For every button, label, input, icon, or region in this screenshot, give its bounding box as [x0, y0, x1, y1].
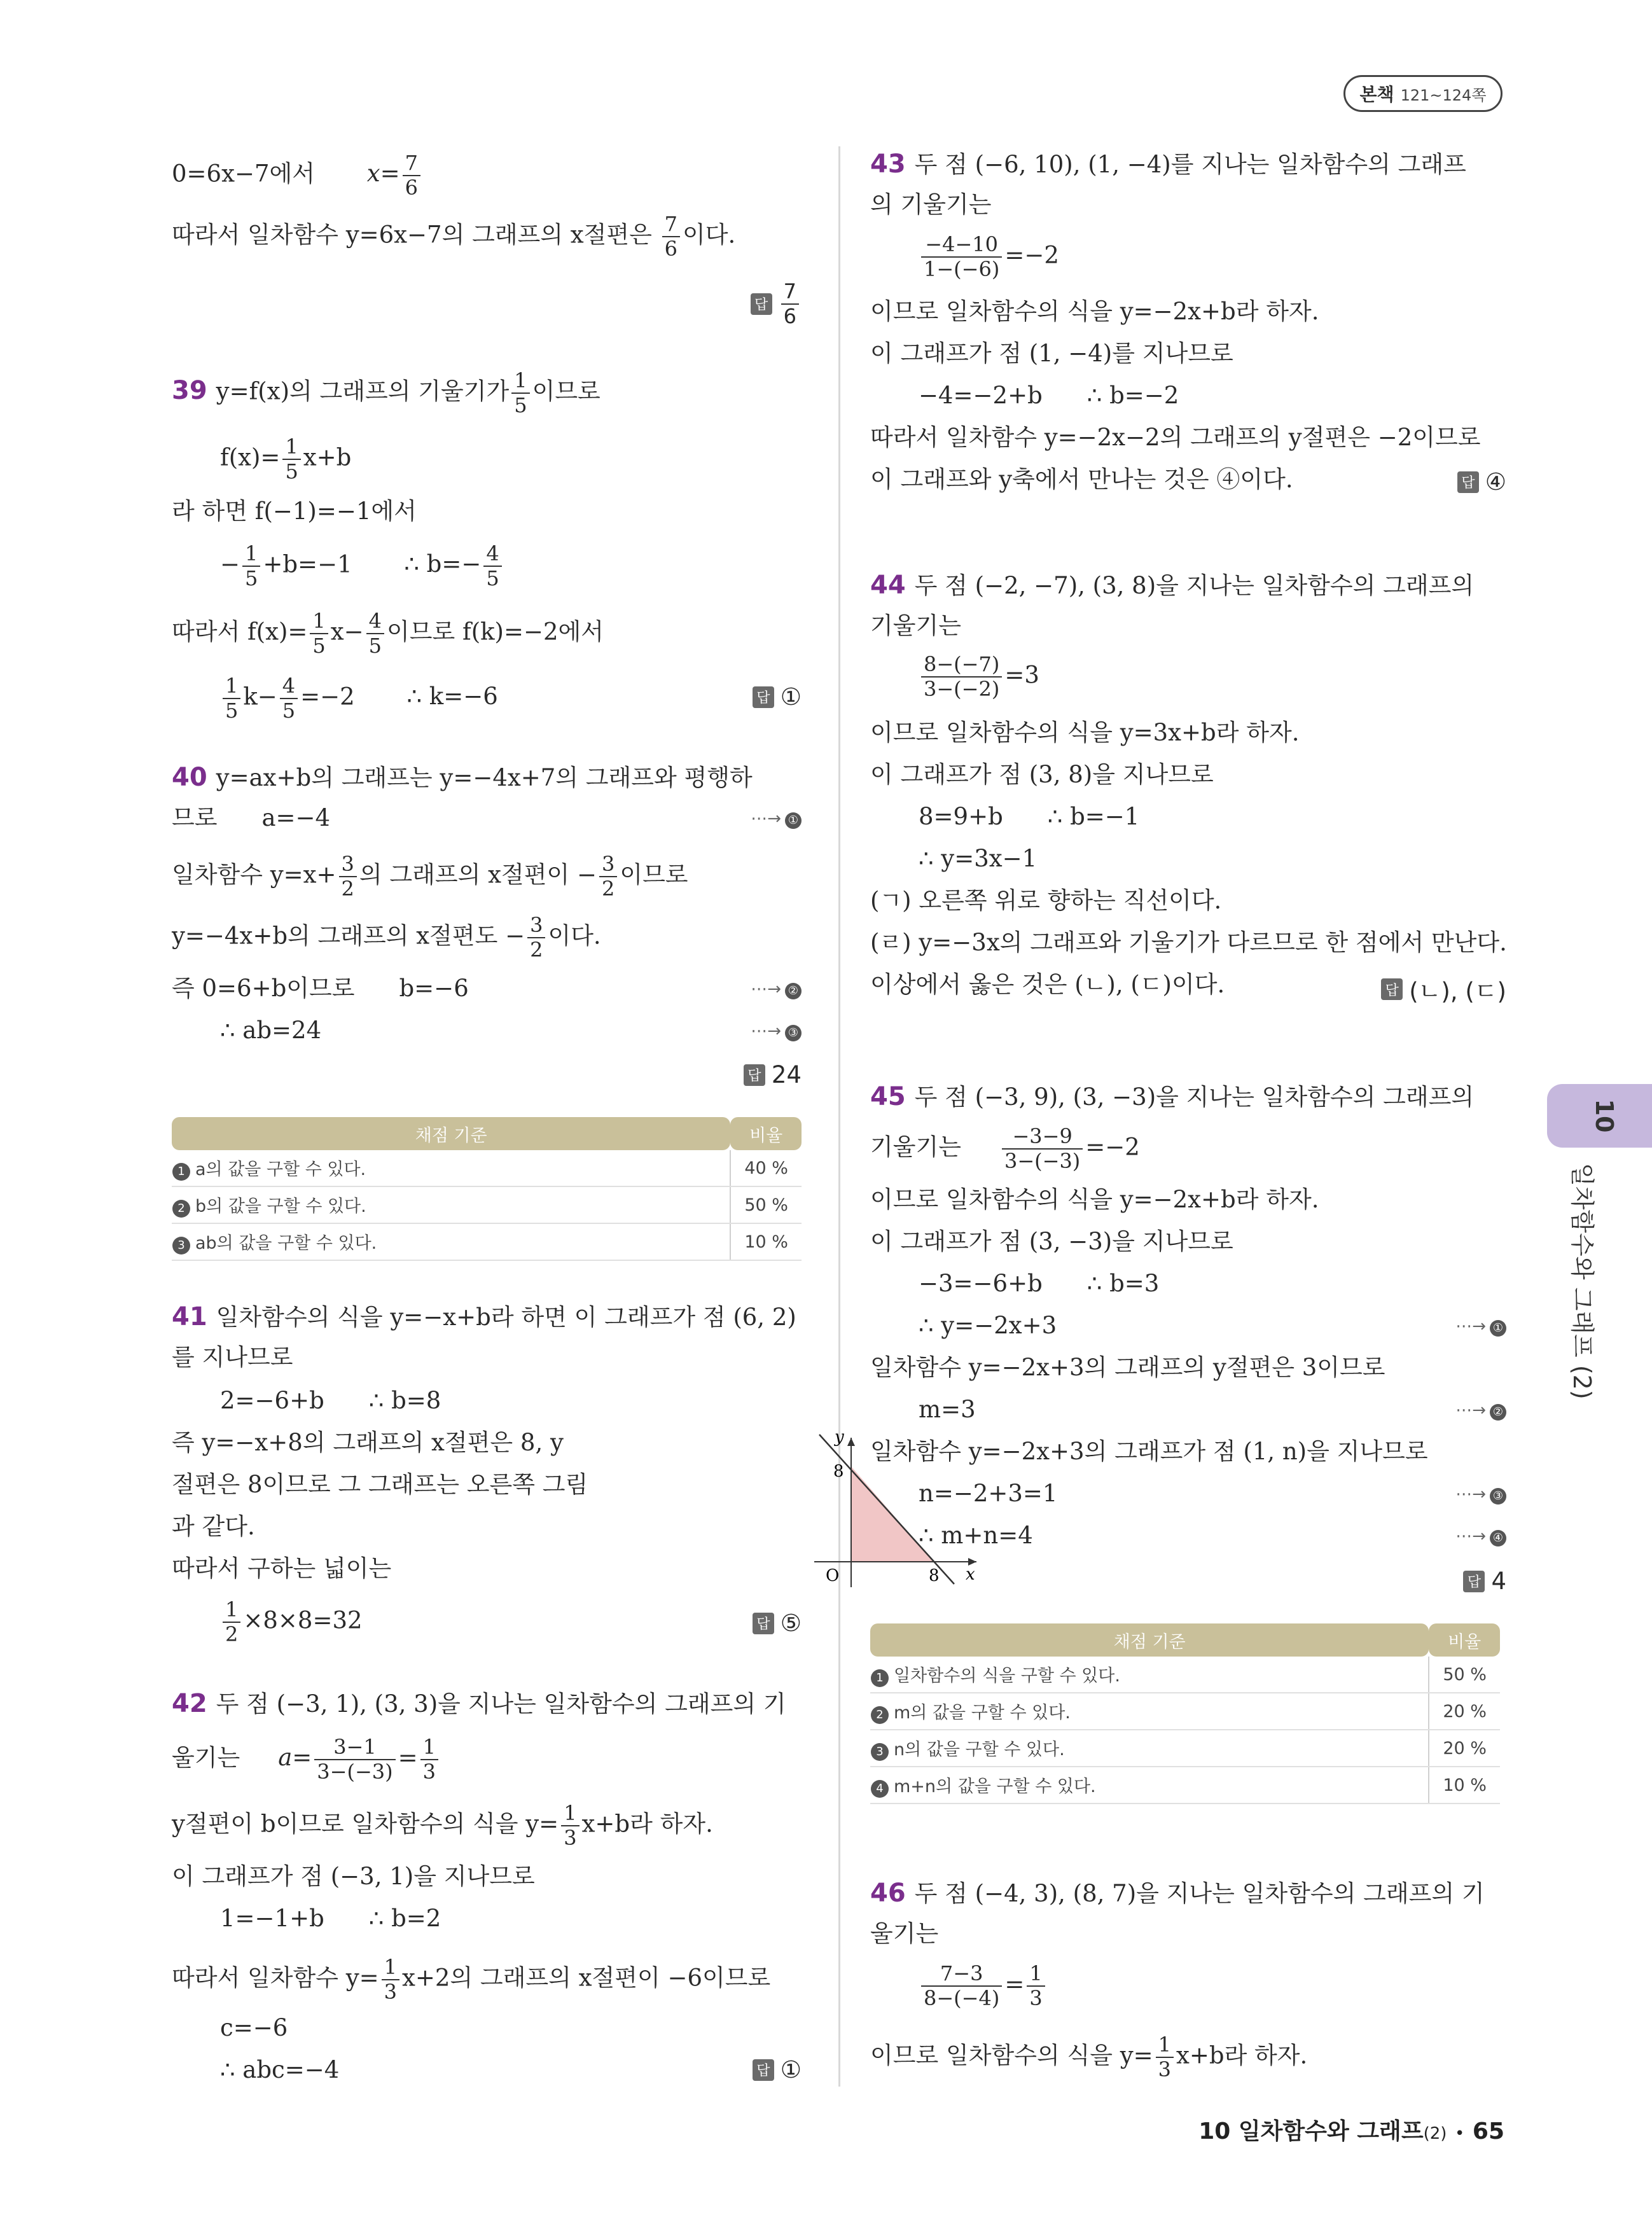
criteria-text: a의 값을 구할 수 있다. — [195, 1160, 366, 1179]
problem-45-line-10: n=−2+3=1 — [919, 1480, 1058, 1507]
numerator: 1 — [382, 1956, 399, 1980]
criteria-text: m+n의 값을 구할 수 있다. — [894, 1777, 1096, 1797]
text: 두 점 (−2, −7), (3, 8)을 지나는 일차함수의 그래프의 — [914, 572, 1475, 599]
text: k− — [243, 683, 277, 711]
ratio-header: 비율 — [1429, 1623, 1500, 1657]
page-reference-badge — [1343, 75, 1503, 112]
text: 므로 — [172, 804, 218, 831]
criteria-index: 1 — [871, 1669, 889, 1687]
text: f(x)= — [220, 443, 281, 471]
problem-46-line-4 — [870, 2033, 1307, 2082]
criteria-index: 4 — [871, 1780, 889, 1798]
y-axis-arrow — [847, 1438, 855, 1446]
numerator: 1 — [242, 542, 260, 567]
fraction — [223, 674, 240, 723]
answer-icon: 답 — [751, 293, 772, 315]
text: =−2 — [1085, 1133, 1140, 1161]
ratio-header: 비율 — [730, 1117, 802, 1150]
answer-icon: 답 — [1457, 471, 1479, 493]
problem-39-line-5 — [172, 609, 604, 658]
problem-41-line-6: 과 같다. — [172, 1513, 255, 1540]
numerator: 1 — [223, 674, 240, 699]
denominator: 8−(−4) — [924, 1985, 1000, 2010]
fraction — [781, 280, 799, 328]
denominator: 6 — [783, 303, 796, 328]
problem-44-line-3 — [870, 653, 1039, 701]
problem-40-line-2 — [172, 804, 330, 832]
fraction — [339, 852, 357, 901]
y-intercept-label: 8 — [833, 1462, 844, 1481]
text: x+2의 그래프의 x절편이 −6이므로 — [401, 1964, 771, 1992]
problem-45-line-4: 이 그래프가 점 (3, −3)을 지나므로 — [870, 1228, 1233, 1255]
text: 두 점 (−4, 3), (8, 7)을 지나는 일차함수의 그래프의 기 — [914, 1880, 1485, 1907]
fraction — [314, 1735, 395, 1784]
chapter-side-tab — [1547, 1084, 1652, 1148]
problem-42-line-3 — [172, 1802, 713, 1850]
numerator: 3−1 — [314, 1735, 395, 1760]
criteria-row — [870, 1657, 1500, 1693]
problem-43-line-8: 이 그래프와 y축에서 만나는 것은 ④이다. — [870, 466, 1293, 493]
fraction — [382, 1956, 399, 2004]
denominator: 3 — [1158, 2057, 1171, 2082]
text: a=−4 — [261, 804, 331, 831]
text: 2=−6+b — [220, 1387, 324, 1414]
problem-39-line-4 — [172, 542, 504, 590]
answer-value: ④ — [1485, 468, 1506, 496]
criteria-ratio: 50 % — [730, 1186, 802, 1223]
text: 의 그래프의 x절편이 − — [359, 861, 597, 889]
denominator: 5 — [285, 459, 298, 483]
problem-44-line-9: (ㄹ) y=−3x의 그래프와 기울기가 다르므로 한 점에서 만난다. — [870, 929, 1507, 956]
text: = — [1004, 1970, 1025, 1998]
step-number: ① — [1490, 1320, 1506, 1337]
denominator: 2 — [341, 876, 354, 901]
criteria-ratio: 10 % — [730, 1223, 802, 1260]
text: b=−6 — [399, 975, 469, 1002]
problem-41-line-1 — [172, 1302, 796, 1332]
problem-39-line-3: 라 하면 f(−1)=−1에서 — [172, 497, 417, 525]
problem-40-line-6: ∴ ab=24 — [220, 1017, 322, 1044]
text: ∴ b=−2 — [1086, 382, 1179, 409]
answer-icon: 답 — [1381, 978, 1403, 1000]
answer-39 — [753, 683, 802, 711]
numerator: 4 — [366, 609, 384, 634]
answer-icon: 답 — [744, 1064, 765, 1086]
problem-42-line-2 — [172, 1735, 441, 1784]
problem-42-line-8: ∴ abc=−4 — [220, 2056, 340, 2083]
text: ∴ b=−1 — [1047, 803, 1140, 830]
problem-43-line-2: 의 기울기는 — [870, 191, 992, 218]
text: =−2 — [1004, 241, 1059, 269]
problem-number: 43 — [870, 149, 906, 179]
text: x+b라 하자. — [1176, 2041, 1308, 2069]
numerator: −3−9 — [1002, 1125, 1083, 1150]
step-marker-2: ⋯→ ② — [1455, 1401, 1506, 1421]
answer-45 — [1463, 1567, 1506, 1595]
fraction — [310, 609, 328, 658]
text: ∴ b=− — [404, 550, 482, 578]
criteria-row — [870, 1730, 1500, 1767]
criteria-ratio: 10 % — [1429, 1767, 1500, 1804]
text: x+b라 하자. — [581, 1810, 713, 1838]
numerator: 3 — [339, 852, 357, 877]
answer-icon: 답 — [1463, 1571, 1485, 1592]
text: y절편이 b이므로 일차함수의 식을 y= — [172, 1810, 559, 1838]
fraction — [599, 852, 617, 901]
numerator: 3 — [599, 852, 617, 877]
problem-41-line-4: 즉 y=−x+8의 그래프의 x절편은 8, y — [172, 1429, 564, 1456]
criteria-text: ab의 값을 구할 수 있다. — [195, 1234, 377, 1253]
problem-46-line-1 — [870, 1878, 1485, 1908]
problem-number: 46 — [870, 1879, 906, 1908]
criteria-header: 채점 기준 — [172, 1117, 730, 1150]
problem-number: 39 — [172, 376, 207, 406]
problem-45-line-3: 이므로 일차함수의 식을 y=−2x+b라 하자. — [870, 1186, 1319, 1213]
answer-icon: 답 — [753, 686, 774, 708]
answer-42 — [753, 2056, 802, 2083]
text: x= — [366, 160, 400, 188]
denominator: 3−(−3) — [317, 1759, 393, 1784]
numerator: 4 — [280, 674, 298, 699]
page-number: 65 — [1472, 2118, 1504, 2144]
text: ∴ b=3 — [1086, 1270, 1160, 1297]
answer-value: 24 — [771, 1061, 802, 1088]
text: 두 점 (−3, 9), (3, −3)을 지나는 일차함수의 그래프의 — [914, 1083, 1475, 1111]
denominator: 5 — [514, 393, 527, 417]
answer-value: ⑤ — [780, 1609, 802, 1637]
denominator: 3−(−3) — [1004, 1148, 1081, 1173]
text: 이므로 — [620, 861, 688, 889]
numerator: 7 — [781, 280, 799, 305]
denominator: 3 — [422, 1759, 436, 1784]
problem-41-line-8 — [172, 1598, 363, 1646]
denominator: 5 — [486, 566, 499, 590]
text: 이므로 — [532, 377, 600, 405]
fraction — [280, 674, 298, 723]
criteria-row — [172, 1223, 802, 1260]
denominator: 2 — [225, 1622, 239, 1646]
problem-39-line-1 — [172, 369, 600, 417]
problem-43-line-4: 이므로 일차함수의 식을 y=−2x+b라 하자. — [870, 298, 1319, 325]
problem-42-line-6 — [172, 1956, 770, 2004]
problem-44-line-6 — [870, 803, 1139, 831]
criteria-index: 2 — [172, 1200, 190, 1218]
criteria-text: 일차함수의 식을 구할 수 있다. — [894, 1666, 1120, 1686]
text: 1=−1+b — [220, 1905, 324, 1932]
criteria-row — [172, 1186, 802, 1223]
criteria-header: 채점 기준 — [870, 1623, 1429, 1657]
numerator: 1 — [1027, 1962, 1045, 1987]
fraction — [366, 609, 384, 658]
fraction — [511, 369, 529, 417]
problem-number: 42 — [172, 1689, 207, 1718]
text: 일차함수 y=x+ — [172, 861, 337, 889]
fraction — [403, 151, 420, 200]
problem-41-line-5: 절편은 8이므로 그 그래프는 오른쪽 그림 — [172, 1471, 588, 1498]
text: 울기는 — [172, 1744, 240, 1772]
numerator: 1 — [511, 369, 529, 394]
problem-41-line-2: 를 지나므로 — [172, 1344, 293, 1371]
x-axis-label: x — [966, 1565, 975, 1584]
text: 두 점 (−6, 10), (1, −4)를 지나는 일차함수의 그래프 — [914, 151, 1466, 178]
problem-45-line-7: 일차함수 y=−2x+3의 그래프의 y절편은 3이므로 — [870, 1354, 1385, 1381]
problem-number: 40 — [172, 763, 207, 792]
problem-40-line-5 — [172, 975, 469, 1003]
text: +b=−1 — [263, 550, 352, 578]
grading-criteria-40 — [172, 1117, 802, 1261]
fraction — [527, 914, 545, 962]
criteria-row — [172, 1150, 802, 1186]
step-number: ③ — [785, 1025, 802, 1041]
criteria-text: n의 값을 구할 수 있다. — [894, 1740, 1065, 1760]
denominator: 5 — [245, 566, 258, 590]
step-number: ① — [785, 812, 802, 829]
text: ∴ k=−6 — [406, 683, 498, 711]
step-marker-1: ⋯→ ① — [751, 809, 802, 829]
text: 따라서 일차함수 y=6x−7의 그래프의 x절편은 — [172, 221, 652, 249]
text: = — [398, 1744, 418, 1772]
text: 두 점 (−3, 1), (3, 3)을 지나는 일차함수의 그래프의 기 — [216, 1690, 786, 1718]
denominator: 1−(−6) — [924, 256, 1000, 281]
text: −3=−6+b — [919, 1270, 1043, 1297]
problem-44-line-8: (ㄱ) 오른쪽 위로 향하는 직선이다. — [870, 887, 1222, 914]
text: ∴ b=2 — [368, 1905, 441, 1932]
problem-43-line-1 — [870, 149, 1466, 179]
intro-line-2 — [172, 212, 735, 261]
text: x− — [330, 618, 364, 646]
numerator: 1 — [561, 1802, 579, 1826]
grading-criteria-45 — [870, 1623, 1500, 1804]
text: 0=6x−7에서 — [172, 160, 315, 188]
step-number: ③ — [1490, 1488, 1506, 1505]
denominator: 6 — [405, 175, 418, 200]
step-number: ④ — [1490, 1530, 1506, 1546]
text: =−2 — [300, 683, 355, 711]
numerator: 7 — [662, 212, 680, 237]
criteria-index: 1 — [172, 1163, 190, 1181]
numerator: 7−3 — [921, 1962, 1002, 1987]
step-marker-2: ⋯→ ② — [751, 980, 802, 999]
criteria-ratio: 20 % — [1429, 1693, 1500, 1730]
column-divider — [838, 146, 840, 2087]
text: y=f(x)의 그래프의 기울기가 — [216, 377, 510, 405]
denominator: 5 — [225, 698, 239, 723]
denominator: 5 — [368, 633, 382, 658]
step-number: ② — [785, 983, 802, 999]
answer-43 — [1457, 468, 1506, 496]
denominator: 2 — [530, 937, 543, 962]
step-number: ② — [1490, 1404, 1506, 1421]
page-footer — [1198, 2113, 1504, 2146]
criteria-index: 3 — [871, 1743, 889, 1761]
problem-45-line-8: m=3 — [919, 1396, 976, 1423]
problem-43-line-6 — [870, 382, 1179, 410]
problem-41-line-7: 따라서 구하는 넓이는 — [172, 1555, 392, 1582]
step-marker-1: ⋯→ ① — [1455, 1317, 1506, 1337]
problem-40-line-3 — [172, 852, 688, 901]
criteria-text: b의 값을 구할 수 있다. — [195, 1197, 366, 1216]
text: 이므로 일차함수의 식을 y= — [870, 2041, 1153, 2069]
denominator: 3 — [384, 1979, 397, 2004]
y-axis-label: y — [835, 1428, 844, 1447]
text: x+b — [303, 443, 352, 471]
footer-chapter-title: 일차함수와 그래프 — [1238, 2118, 1424, 2144]
problem-40-line-1 — [172, 762, 753, 793]
problem-number: 45 — [870, 1082, 906, 1111]
answer-icon: 답 — [753, 2059, 774, 2081]
fraction — [921, 233, 1002, 281]
problem-46-line-3 — [870, 1962, 1048, 2010]
problem-45-line-2 — [870, 1125, 1140, 1173]
numerator: 1 — [282, 435, 300, 460]
answer-41 — [753, 1609, 802, 1637]
numerator: 1 — [310, 609, 328, 634]
answer-44 — [1381, 972, 1506, 1006]
step-marker-3: ⋯→ ③ — [1455, 1485, 1506, 1505]
page-range: 121~124쪽 — [1400, 86, 1487, 104]
text: ∴ b=8 — [368, 1387, 441, 1414]
step-marker-4: ⋯→ ④ — [1455, 1527, 1506, 1546]
problem-number: 44 — [870, 571, 906, 600]
side-tab-title: 일차함수와 그래프 (2) — [1568, 1163, 1596, 1400]
numerator: −4−10 — [921, 233, 1002, 258]
text: =3 — [1004, 661, 1039, 689]
problem-43-line-5: 이 그래프가 점 (1, −4)를 지나므로 — [870, 340, 1233, 367]
problem-45-line-11: ∴ m+n=4 — [919, 1522, 1033, 1549]
text: − — [220, 550, 240, 578]
denominator: 5 — [282, 698, 296, 723]
problem-44-line-1 — [870, 570, 1474, 601]
denominator: 6 — [664, 236, 678, 261]
x-intercept-label: 8 — [929, 1566, 940, 1585]
step-marker-3: ⋯→ ③ — [751, 1022, 802, 1041]
side-tab-chapter-number: 10 — [1590, 1099, 1618, 1133]
problem-44-line-4: 이므로 일차함수의 식을 y=3x+b라 하자. — [870, 719, 1300, 746]
problem-45-line-6: ∴ y=−2x+3 — [919, 1312, 1057, 1339]
problem-number: 41 — [172, 1302, 207, 1331]
fraction — [223, 1598, 240, 1646]
numerator: 8−(−7) — [921, 653, 1002, 678]
text: 즉 0=6+b이므로 — [172, 975, 355, 1002]
text: 따라서 f(x)= — [172, 618, 308, 646]
criteria-row — [870, 1767, 1500, 1804]
problem-43-line-7: 따라서 일차함수 y=−2x−2의 그래프의 y절편은 −2이므로 — [870, 424, 1481, 451]
fraction — [242, 542, 260, 590]
footer-chapter-part: (2) — [1423, 2124, 1447, 2143]
problem-46-line-2: 울기는 — [870, 1920, 939, 1947]
problem-44-line-7: ∴ y=3x−1 — [919, 845, 1038, 872]
denominator: 3 — [1029, 1985, 1043, 2010]
denominator: 2 — [601, 876, 615, 901]
text: −4=−2+b — [919, 382, 1043, 409]
text: y=−4x+b의 그래프의 x절편도 − — [172, 922, 525, 950]
fraction — [420, 1735, 438, 1784]
book-label: 본책 — [1359, 84, 1394, 105]
fraction — [561, 1802, 579, 1850]
fraction — [921, 653, 1002, 701]
problem-43-line-3 — [870, 233, 1059, 281]
problem-44-line-10: 이상에서 옳은 것은 (ㄴ), (ㄷ)이다. — [870, 971, 1225, 998]
fraction — [1027, 1962, 1045, 2010]
problem-39-line-2 — [172, 435, 351, 483]
text: 이다. — [548, 922, 601, 950]
answer-value: ① — [780, 683, 802, 711]
denominator: 5 — [312, 633, 326, 658]
criteria-index: 3 — [172, 1237, 190, 1255]
answer-value: (ㄴ), (ㄷ) — [1409, 978, 1506, 1005]
numerator: 1 — [420, 1735, 438, 1760]
problem-44-line-2: 기울기는 — [870, 612, 961, 639]
problem-42-line-1 — [172, 1688, 786, 1719]
fraction — [1002, 1125, 1083, 1173]
problem-39-line-6 — [172, 674, 498, 723]
problem-45-line-5 — [870, 1270, 1159, 1298]
answer-40 — [744, 1061, 802, 1088]
fraction — [662, 212, 680, 261]
fraction — [483, 542, 501, 590]
fraction — [282, 435, 300, 483]
fraction — [921, 1962, 1002, 2010]
denominator: 3−(−2) — [924, 676, 1000, 701]
criteria-text: m의 값을 구할 수 있다. — [894, 1703, 1071, 1723]
criteria-index: 2 — [871, 1706, 889, 1724]
problem-45-line-9: 일차함수 y=−2x+3의 그래프가 점 (1, n)을 지나므로 — [870, 1438, 1428, 1465]
fraction — [1156, 2033, 1174, 2082]
problem-42-line-4: 이 그래프가 점 (−3, 1)을 지나므로 — [172, 1863, 535, 1890]
answer-value: ① — [780, 2056, 802, 2083]
problem-44-line-5: 이 그래프가 점 (3, 8)을 지나므로 — [870, 761, 1214, 788]
text: 이다. — [683, 221, 736, 249]
text: y=ax+b의 그래프는 y=−4x+7의 그래프와 평행하 — [216, 764, 753, 791]
numerator: 7 — [403, 151, 420, 176]
answer-value: 4 — [1491, 1567, 1506, 1595]
criteria-ratio: 20 % — [1429, 1730, 1500, 1767]
footer-chapter-number: 10 — [1198, 2118, 1231, 2144]
text: a= — [278, 1744, 312, 1772]
criteria-ratio: 50 % — [1429, 1657, 1500, 1693]
criteria-ratio: 40 % — [730, 1150, 802, 1186]
denominator: 3 — [564, 1825, 577, 1850]
problem-40-line-4 — [172, 914, 601, 962]
answer-intro — [751, 280, 802, 328]
numerator: 3 — [527, 914, 545, 938]
answer-icon: 답 — [753, 1613, 774, 1634]
problem-41-line-3 — [172, 1387, 441, 1415]
numerator: 1 — [223, 1598, 240, 1623]
problem-42-line-5 — [172, 1905, 441, 1933]
text: 기울기는 — [870, 1133, 961, 1161]
origin-label: O — [826, 1566, 840, 1585]
text: ×8×8=32 — [243, 1606, 363, 1634]
problem-42-line-7: c=−6 — [220, 2014, 288, 2041]
text: 8=9+b — [919, 803, 1003, 830]
text: 이므로 f(k)=−2에서 — [387, 618, 604, 646]
intro-line-1 — [172, 151, 423, 200]
numerator: 4 — [483, 542, 501, 567]
problem-45-line-1 — [870, 1081, 1474, 1112]
text: 따라서 일차함수 y= — [172, 1964, 379, 1992]
footer-bullet: • — [1455, 2124, 1465, 2143]
criteria-row — [870, 1693, 1500, 1730]
numerator: 1 — [1156, 2033, 1174, 2058]
text: 일차함수의 식을 y=−x+b라 하면 이 그래프가 점 (6, 2) — [216, 1303, 796, 1331]
